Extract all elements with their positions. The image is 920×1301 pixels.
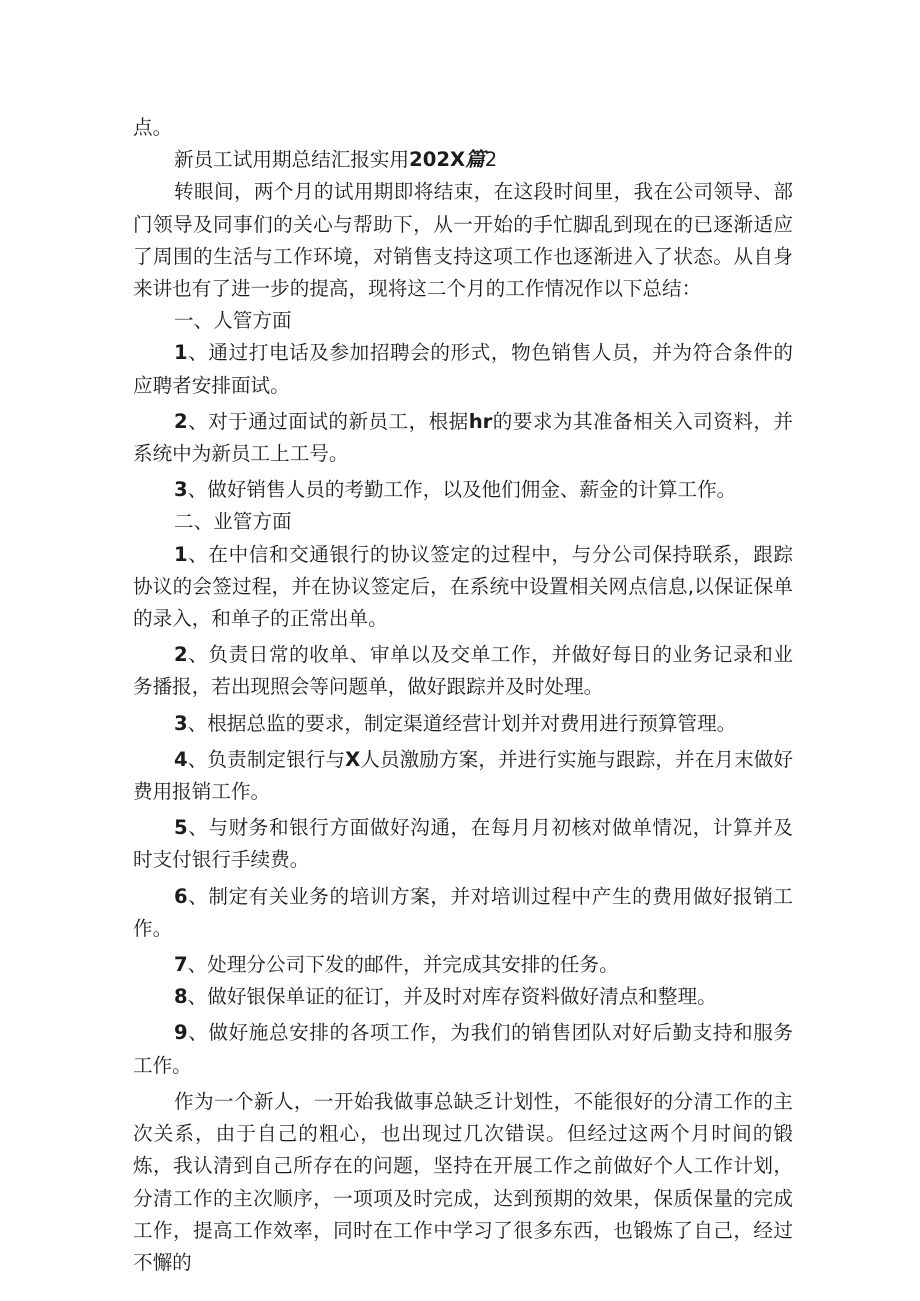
section2-item-1 <box>133 539 793 636</box>
section2-item-9 <box>133 1017 793 1081</box>
section2-item-2 <box>133 639 793 703</box>
item-text: 、对于通过面试的新员工，根据 <box>187 409 469 433</box>
item-number: 8 <box>174 985 188 1009</box>
item-text: 人员激励方案，并进行实施与跟踪，并在月末做好费用报销工作。 <box>133 747 794 804</box>
section2-item-6 <box>133 881 793 945</box>
document-page <box>133 112 793 1279</box>
item-number: 4 <box>174 747 188 771</box>
heading-year: 202X <box>409 148 466 172</box>
item-number: 3 <box>174 478 188 502</box>
item-text: 、与财务和银行方面做好沟通，在每月月初核对做单情况，计算并及时支付银行手续费。 <box>133 816 793 872</box>
item-number: 5 <box>174 816 188 840</box>
article-heading <box>133 144 793 176</box>
item-text: 、做好施总安排的各项工作，为我们的销售团队对好后勤支持和服务工作。 <box>133 1021 793 1077</box>
item-number: 1 <box>174 542 188 566</box>
section2-item-7 <box>133 949 793 981</box>
section2-item-8 <box>133 981 793 1013</box>
item-text: 的要求为其准备相关入司资料，并系统中为新员工上工号。 <box>133 409 794 466</box>
heading-suffix: 篇 <box>465 148 485 172</box>
heading-number: 2 <box>484 148 498 172</box>
item-text: 、负责制定银行与 <box>187 747 346 771</box>
item-text: 、通过打电话及参加招聘会的形式，物色销售人员，并为符合条件的应聘者安排面试。 <box>133 341 793 397</box>
section2-title: 二、业管方面 <box>174 510 292 534</box>
item-text: 、做好销售人员的考勤工作，以及他们佣金、薪金的计算工作。 <box>187 478 737 502</box>
section1-item-1 <box>133 337 793 401</box>
lead-fragment: 点。 <box>133 116 173 139</box>
item-number: 9 <box>174 1021 188 1045</box>
item-number: 1 <box>174 341 188 365</box>
item-text: 、根据总监的要求，制定渠道经营计划并对费用进行预算管理。 <box>187 711 737 735</box>
item-number: 2 <box>174 643 188 667</box>
section2-item-5 <box>133 812 793 876</box>
item-text-x: X <box>345 747 361 771</box>
item-text: 、处理分公司下发的邮件，并完成其安排的任务。 <box>187 953 619 977</box>
item-number: 2 <box>174 409 188 433</box>
item-text: 、制定有关业务的培训方案，并对培训过程中产生的费用做好报销工作。 <box>133 884 793 940</box>
item-text-hr: hr <box>468 409 493 433</box>
item-number: 7 <box>174 953 188 977</box>
item-number: 3 <box>174 711 188 735</box>
section1-title: 一、人管方面 <box>174 309 292 333</box>
closing-paragraph: 作为一个新人，一开始我做事总缺乏计划性，不能很好的分清工作的主次关系，由于自己的粗心，也出现过几次错误。但经过这两个月时间的锻炼，我认清到自己所存在的问题，坚持在开展工作之前做好个人工作计划，分清工作的主次顺序，一项项及时完成，达到预期的效果，保质保量的完成工作，提高工作效率，同时在工作中学习了很多东西，也锻炼了自己，经过不懈的 <box>133 1089 793 1274</box>
item-text: 、在中信和交通银行的协议签定的过程中，与分公司保持联系，跟踪协议的会签过程，并在协议签定后，在系统中设置相关网点信息,以保证保单的录入，和单子的正常出单。 <box>133 542 793 631</box>
section1-item-2 <box>133 406 793 470</box>
item-text: 、做好银保单证的征订，并及时对库存资料做好清点和整理。 <box>187 985 717 1009</box>
intro-paragraph: 转眼间，两个月的试用期即将结束，在这段时间里，我在公司领导、部门领导及同事们的关心与帮助下，从一开始的手忙脚乱到现在的已逐渐适应了周围的生活与工作环境，对销售支持这项工作也逐渐进入了状态。从自身来讲也有了进一步的提高，现将这二个月的工作情况作以下总结： <box>133 180 793 301</box>
item-number: 6 <box>174 884 188 908</box>
item-text: 、负责日常的收单、审单以及交单工作，并做好每日的业务记录和业务播报，若出现照会等问题单，做好跟踪并及时处理。 <box>133 643 793 699</box>
heading-prefix: 新员工试用期总结汇报实用 <box>174 148 410 172</box>
section2-item-3 <box>133 708 793 740</box>
section2-item-4 <box>133 744 793 808</box>
section1-item-3 <box>133 474 793 506</box>
